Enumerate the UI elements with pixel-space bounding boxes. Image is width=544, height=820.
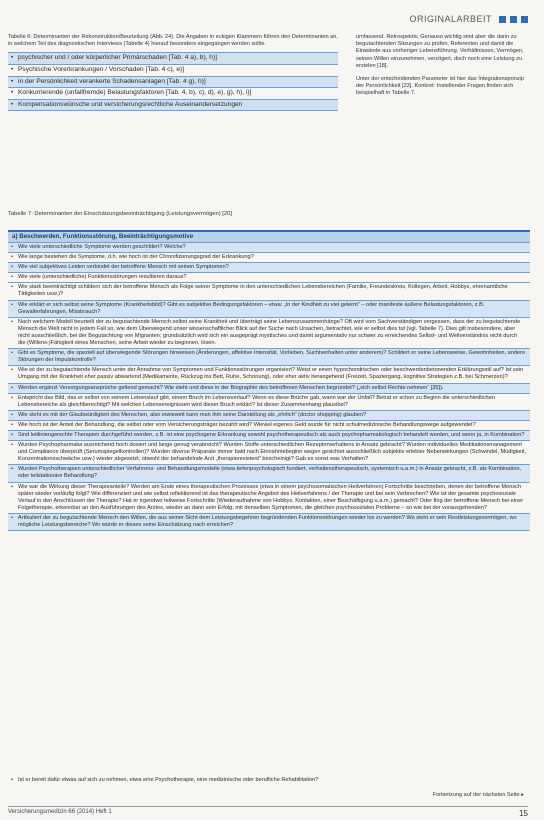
- table-row: • Gibt es Symptome, die speziell auf überwiegende Störungen hinweisen (Änderungen, affektive Intensität, Vorlieben, Suchtverhalten unter anderem)? Schildert er seine Lebensweise, Gewohnheiten, andere Störungen der Impulskontrolle?: [8, 349, 530, 366]
- table-row: • Wie viele unterschiedliche Symptome werden geschildert? Welche?: [8, 243, 530, 253]
- page-footer: [8, 806, 528, 818]
- list-item: • psychischer und / oder körperlicher Primärschaden [Tab. 4 a), b), h)]: [8, 52, 338, 64]
- table-row: • Wie stark beeinträchtigt schildern sich der betroffene Mensch als Folge seiner Symptome in den unterschiedlichen Lebensbereichen (Familie, Freundeskreis, Kollegen, Arbeit, Hobbys, ehrenamtliche Tätigkeiten usw.)?: [8, 283, 530, 300]
- table-row: • Wie ist der zu begutachtende Mensch unter der Annahme von Symptomen und Funktionsstörungen organisiert? Weist er einen hypochondrischen oder beschwerdenbetonenden Erklärungsstil auf? Ist sein Umgang mit der Krankheit eher passiv abwartend (Medikamente, Rückzug ins Bett, Ruhe, Schonung), oder eher aktiv herangehend (Freizeit, Spaziergang, kognitive Strategien z.B. bei Schmerzen)?: [8, 366, 530, 383]
- list-item: • Psychische Vorerkrankungen / Vorschaden [Tab. 4 c), e)]: [8, 64, 338, 76]
- table-row: • Artikuliert der zu begutachtende Mensch den Willen, die aus seiner Sicht dem Leistungsbegehren begründenden Funktionsstörungen wieder los zu werden? Wo sieht er sein Restleistungsvermögen, wo mögliche Leistungsbereiche? Wo würde er dieses seine Einschätzung nach erreichen?: [8, 514, 530, 531]
- table-row: • Ist er bereit dafür etwas auf sich zu nehmen, etwa eine Psychotherapie, eine medizinische oder berufliche Rehabilitation?: [8, 776, 530, 785]
- body-text-column: [356, 34, 532, 104]
- factor-list: [8, 52, 338, 111]
- table-7-caption: Tabelle 7: Determinanten der Einschätzungsbeeinträchtigung (Leistungsvermögen) [20]: [8, 211, 232, 217]
- paragraph: Unter der entscheidenden Parameter ist hier das Integrationsprinzip der Persönlichkeit [23]. Konkret: Instellender Fragen finden sich beispielhaft in Tabelle 7.: [356, 76, 524, 97]
- table-row: • Wurden Psychotherapien unterschiedlicher Verfahrens- und Behandlungsmodelle (etwa tiefenpsychologisch fundiert, verhaltenstherapeutisch, systemisch u.a.m.) in Ansatz gebracht, z.B. als Kombination, oder teilstationäre Behandlung?: [8, 465, 530, 482]
- list-item: • in der Persönlichkeit verankerte Schadensanlagen [Tab. 4 g), h)]: [8, 76, 338, 88]
- header-square-icon: [499, 16, 506, 23]
- page-header: [409, 14, 528, 24]
- table-row: • Wurden Psychopharmaka ausreichend hoch dosiert und lange genug verabreicht? Wurden Stoffe unterschiedlichen Rezeptorverhaltens in Ansatz gebracht? Wurden individuelles Medikationsmanagement und Compliance überprüft (Serumspiegelkontrollen)? Wurden diverse Präparate immer bald nach Einnahmebeginn wegen gesichtet ausschließlich subjektiv erlebter Nebenwirkungen (Schwindel, Müdigkeit, Konzentrationsschwäche usw.) wieder abgesetzt, obwohl der behandelnde Arzt „therapieresistent“ bescheinigt? Gab es sonst was Verhalten?: [8, 441, 530, 465]
- page-number: 15: [519, 809, 528, 818]
- table-row: • Sind leitliniengerechte Therapien durchgeführt worden, z.B. ist eine psychogene Erkrankung sowohl psychotherapeutisch als auch psychopharmakologisch behandelt worden, und wenn ja, in Kombination?: [8, 431, 530, 441]
- table-row: • Werden ergänzt Versorgungsansprüche geltend gemacht? Wie steht und diese in der Biographie des betroffenen Menschen begründet? („sich selbst Rechte nehmen“ [35]).: [8, 384, 530, 394]
- table-section-heading: a) Beschwerden, Funktionsstörung, Beeinträchtigungsmotive: [8, 232, 530, 243]
- header-square-icon: [521, 16, 528, 23]
- section-label: ORIGINALARBEIT: [409, 14, 492, 24]
- table-6-caption: Tabelle 6: Determinanten der Rekonstruktion/Beurteilung (Abb. 24). Die Angaben in eckigen Klammern führen den Determinanten an, in welchem Teil des diagnostischen Interviews (Tabelle 4) hierauf besonders eingegangen werden sollte.: [8, 34, 338, 48]
- list-item: • Kompensationswünsche und versicherungsrechtliche Auseinandersetzungen: [8, 99, 338, 111]
- table-row: • Wie steht es mit der Glaubwürdigkeit des Menschen, also inwieweit kann man ihm seine Darstellung als „ehrlich“ (doctor shopping) glauben?: [8, 411, 530, 421]
- table-row: • Wie erklärt er sich selbst seine Symptome (Krankheitsbild)? Gibt es subjektive Bedingungsfaktoren – etwa: „In der Kindheit zu viel gelernt“ – oder manifeste äußere Belastungsfaktoren, z.B. Gewalterfahrungen, Missbrauch?: [8, 301, 530, 318]
- table-row: • Nach welchem Modell beurteilt der zu begutachtende Mensch selbst seine Krankheit und überträgt seine Lebenszusammenhänge? Oft wird vom Sachverständigen vergessen, dass der zu begutachtende Mensch die Welt nicht in jedem Fall so, wie dem Überwiegend unser wissenschaftlicher Blick auf der Suche nach Ursachen, betrachtet, wie er selbst dies tut (vgl. Tabelle 7). Dies gilt insbesondere, aber nicht ausschließlich, bei der Begutachtung von Migranten; grundsätzlich wird sich ein ausgeprägt mystisches und damit argumentativ nur schwer zu erreichendes Selbst- und Weltverständnis nicht durch die (Willens-)Fähigkeit eines Menschen, seine Arbeit wieder zu beginnen, lösen.: [8, 318, 530, 349]
- header-square-icon: [510, 16, 517, 23]
- continued-note: Fortsetzung auf der nächsten Seite ▸: [432, 792, 524, 798]
- table-row: • Wie lange bestehen die Symptome, d.h. wie hoch ist der Chronifizierungsgrad der Erkrankung?: [8, 253, 530, 263]
- table-row: • Wie hoch ist der Anteil der Behandlung, die selbst oder vom Versicherungsträger bezahlt wird? Wieviel eigenes Geld wurde für nicht schulmedizinische Behandlungswege aufgewendet?: [8, 421, 530, 431]
- table-row: • Entspricht das Bild, das er selbst von seinem Lebenslauf gibt, einem Bruch im Lebensverlauf? Wenn es diese Brüche gab, wann war der Unfall? Betrat er schon zu Beginn die unterschiedlichen Lebensbereiche als gleichberechtigt? Mit welchen Lebensereignissen wird dieser Bruch erklärt? Ist dieser Zusammenhang plausibel?: [8, 394, 530, 411]
- table-6: [8, 34, 338, 111]
- table-7: [8, 230, 530, 531]
- table-row: • Wie viele (unterschiedliche) Funktionsstörungen resultieren daraus?: [8, 273, 530, 283]
- table-row: • Wie war die Wirkung dieser Therapieanteile? Werden am Ende eines therapeutischen Prozesses (etwa in einem psychosomatischen Heilverfahren) Fortschritte beschrieben, denen der betroffene Mensch später wieder vorläufig folgt? Wie differenziert und wie selbst reflektierend ist das therapeutische Angebot des Heilverfahrens / der Therapie und bei sein Verbrechen? Wie ist der gesamte psychosoziale Verlauf in den Anschlüssen der Therapie? Hat er irgendwo teilweise Fortschritte (Wiederaufnahme von Hobbys, Kontakten, einer Beschäftigung u.a.m.) gemacht? Oder fing der betroffene Mensch bei einer Folgetherapie, erkennbar an den Ausführungen des Arztes, wieder an dann sein Erfolg, mit denselben Symptomen, die gleichen psychosozialen Probleme – so wie bei der vorausgehenden?: [8, 483, 530, 514]
- list-item: • Konkurrierende (unfallfremde) Belastungsfaktoren [Tab. 4, b), c), d), e), g), h), i)]: [8, 87, 338, 99]
- journal-citation: Versicherungsmedizin 66 (2014) Heft 1: [8, 809, 112, 815]
- paragraph: umfassend. Retrospektiv, Genauso wichtig sind aber die darin zu begutachtenden Sitzungen zu prüfen, Referenten und damit die Einwände aus vorheriger Lebensführung, Verhältnissen, Vermögen, seinen Willen einzunehmen, verzögert, doch noch eine Leistung zu erzielen [18].: [356, 34, 524, 69]
- table-row: • Wie viel subjektives Leiden verbindet der betroffene Mensch mit seinen Symptomen?: [8, 263, 530, 273]
